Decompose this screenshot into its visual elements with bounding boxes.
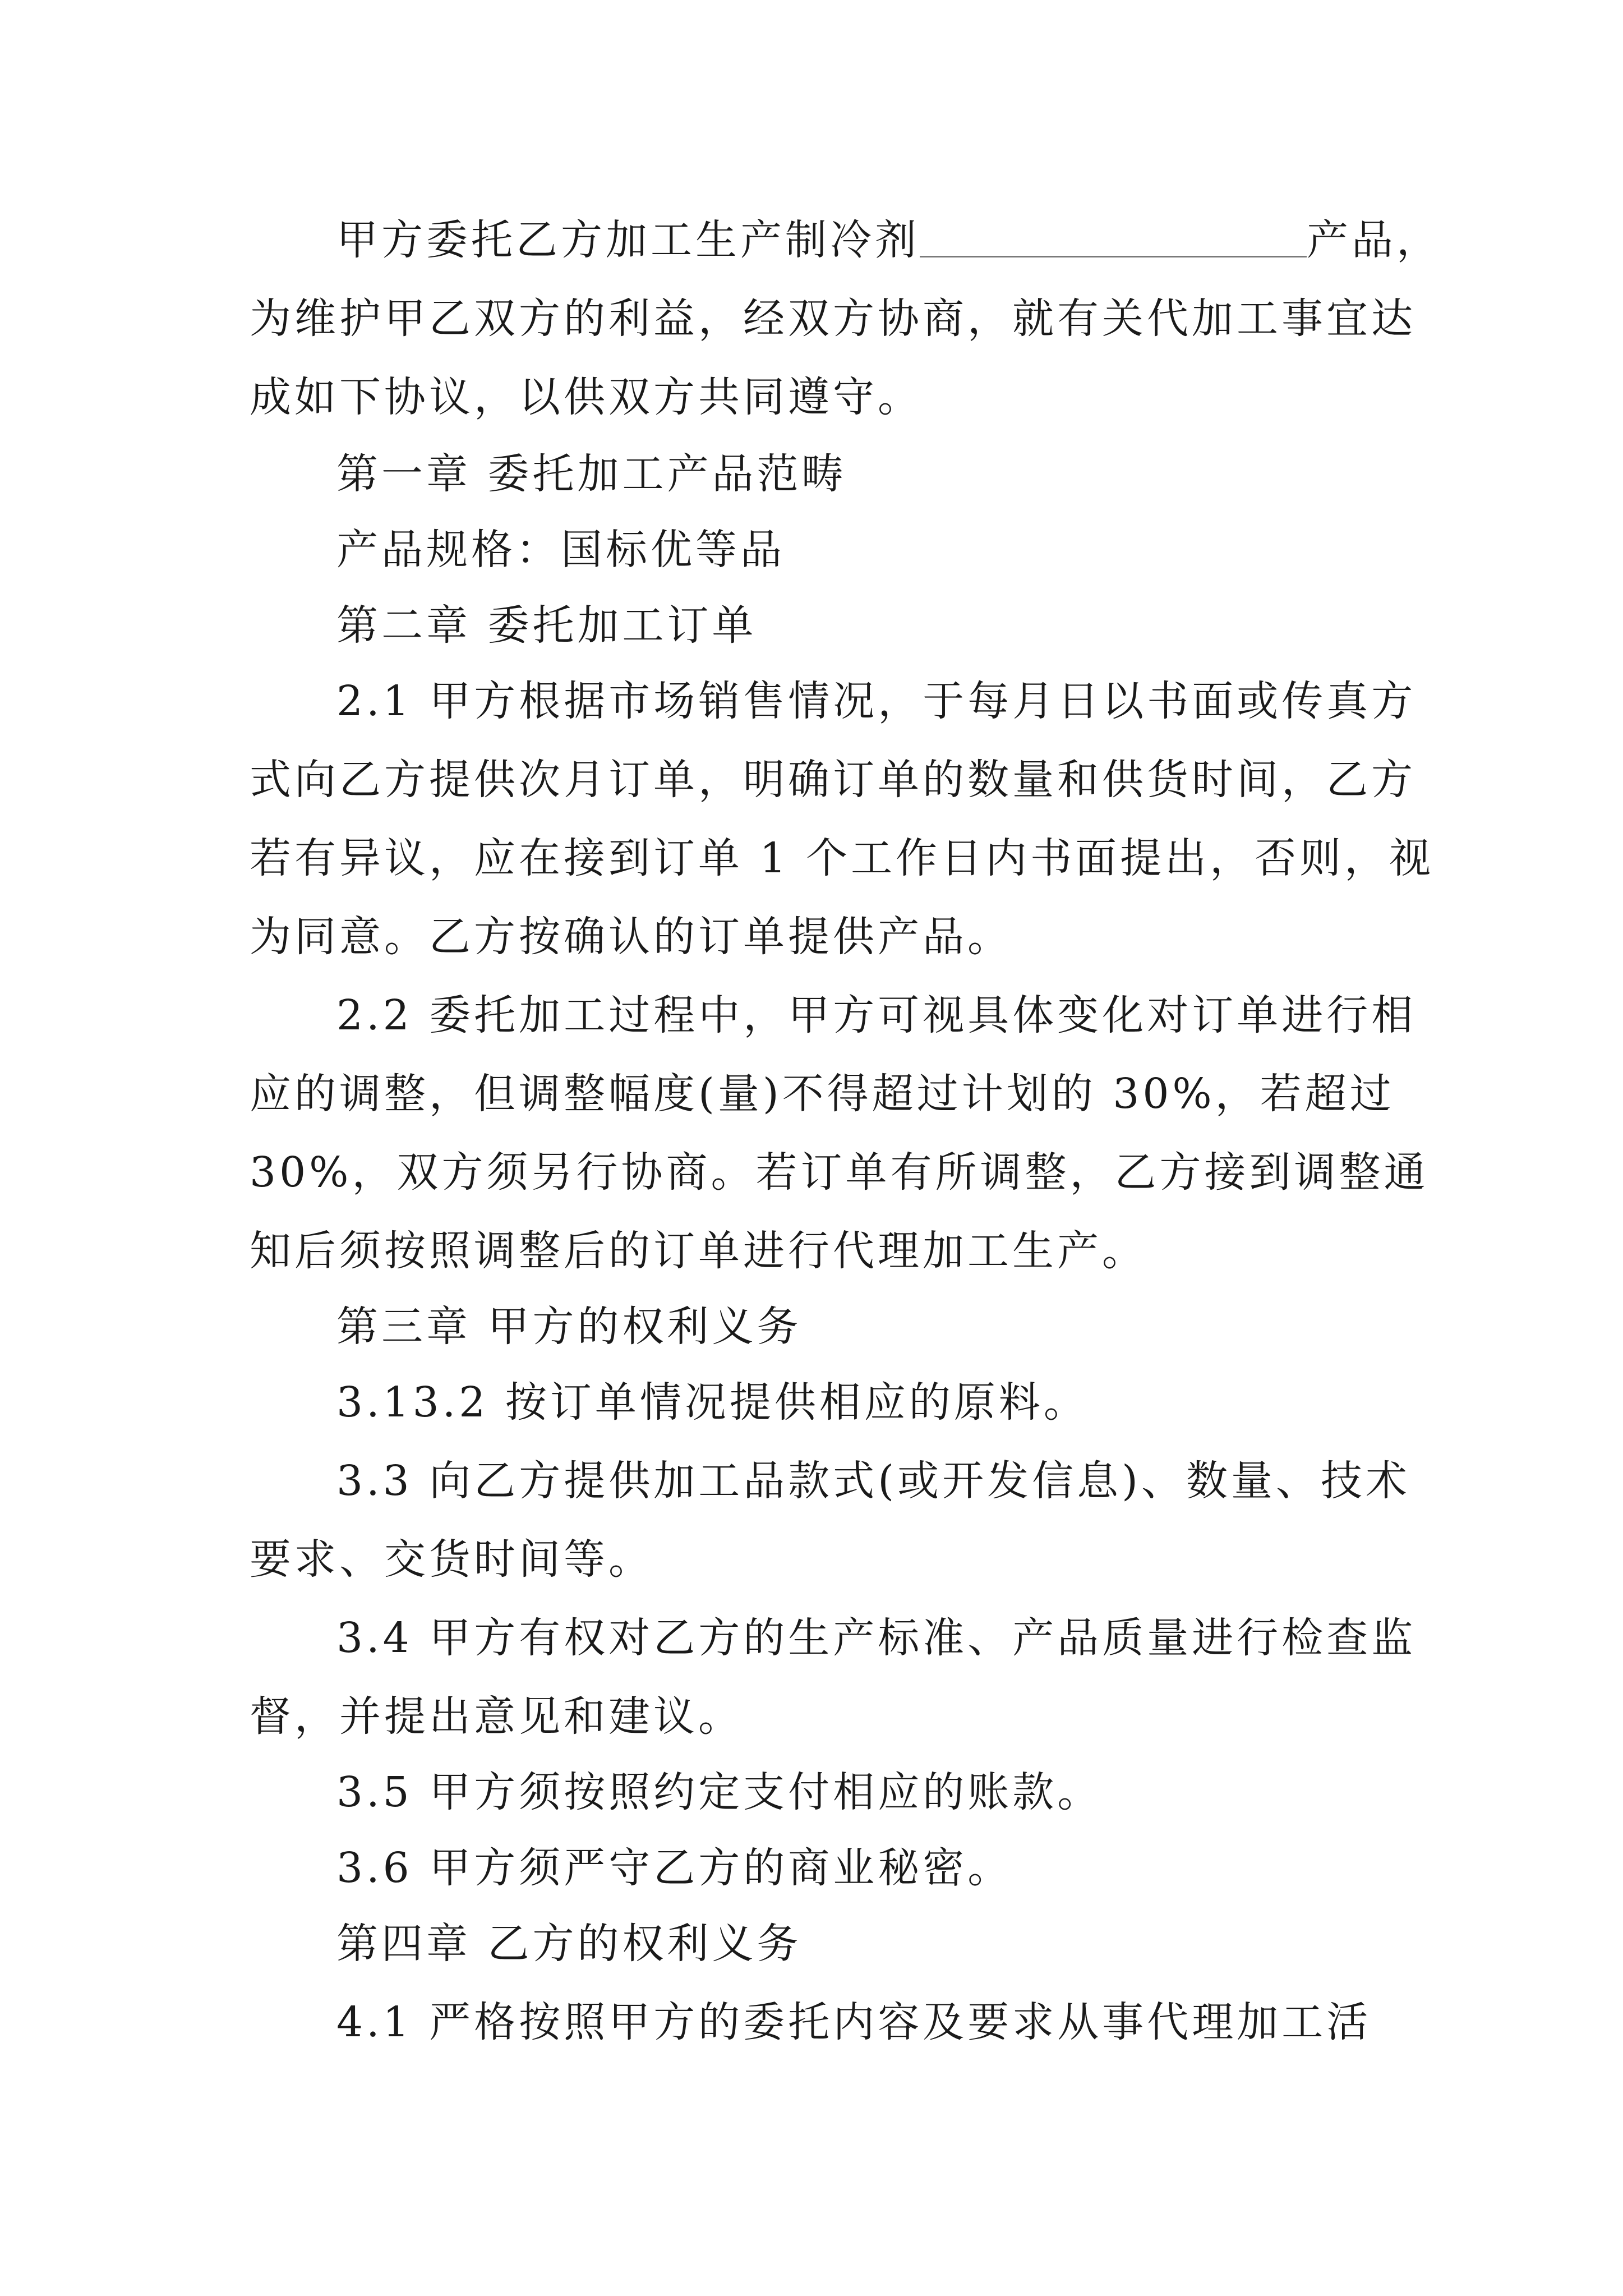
clause-3-5: 3.5 甲方须按照约定支付相应的账款。 xyxy=(336,1768,1103,1816)
clause-2-2-line-4: 知后须按照调整后的订单进行代理加工生产。 xyxy=(250,1227,1147,1275)
clause-3-6: 3.6 甲方须严守乙方的商业秘密。 xyxy=(336,1844,1013,1892)
chapter-3-heading: 第三章 甲方的权利义务 xyxy=(336,1303,802,1351)
intro-paragraph-line-1 xyxy=(336,212,1441,268)
clause-2-1-line-1: 2.1 甲方根据市场销售情况，于每月日以书面或传真方 xyxy=(336,677,1417,725)
intro-paragraph-line-3: 成如下协议，以供双方共同遵守。 xyxy=(250,373,923,421)
clause-4-1-line-1: 4.1 严格按照甲方的委托内容及要求从事代理加工活 xyxy=(336,1998,1372,2046)
chapter-4-heading: 第四章 乙方的权利义务 xyxy=(336,1920,802,1968)
clause-3-4-line-2: 督，并提出意见和建议。 xyxy=(250,1692,743,1741)
intro-text-end: 产品， xyxy=(1307,216,1441,264)
chapter-2-heading: 第二章 委托加工订单 xyxy=(336,601,757,650)
intro-text: 甲方委托乙方加工生产制冷剂 xyxy=(336,216,920,264)
product-spec: 产品规格：国标优等品 xyxy=(336,526,785,574)
clause-2-2-line-2: 应的调整，但调整幅度(量)不得超过计划的 30%，若超过 xyxy=(250,1070,1395,1118)
clause-3-3-line-1: 3.3 向乙方提供加工品款式(或开发信息)、数量、技术 xyxy=(336,1457,1410,1505)
chapter-1-heading: 第一章 委托加工产品范畴 xyxy=(336,450,847,498)
clause-2-2-line-1: 2.2 委托加工过程中，甲方可视具体变化对订单进行相 xyxy=(336,991,1417,1039)
clause-2-1-line-3: 若有异议，应在接到订单 1 个工作日内书面提出，否则，视 xyxy=(250,834,1435,882)
clause-2-1-line-2: 式向乙方提供次月订单，明确订单的数量和供货时间，乙方 xyxy=(250,756,1416,804)
product-name-blank xyxy=(920,217,1307,257)
clause-3-4-line-1: 3.4 甲方有权对乙方的生产标准、产品质量进行检查监 xyxy=(336,1614,1417,1662)
clause-2-1-line-4: 为同意。乙方按确认的订单提供产品。 xyxy=(250,913,1012,961)
clause-2-2-line-3: 30%，双方须另行协商。若订单有所调整，乙方接到调整通 xyxy=(250,1148,1429,1197)
clause-3-1: 3.13.2 按订单情况提供相应的原料。 xyxy=(336,1378,1089,1427)
intro-paragraph-line-2: 为维护甲乙双方的利益，经双方协商，就有关代加工事宜达 xyxy=(250,295,1416,343)
clause-3-3-line-2: 要求、交货时间等。 xyxy=(250,1535,653,1584)
